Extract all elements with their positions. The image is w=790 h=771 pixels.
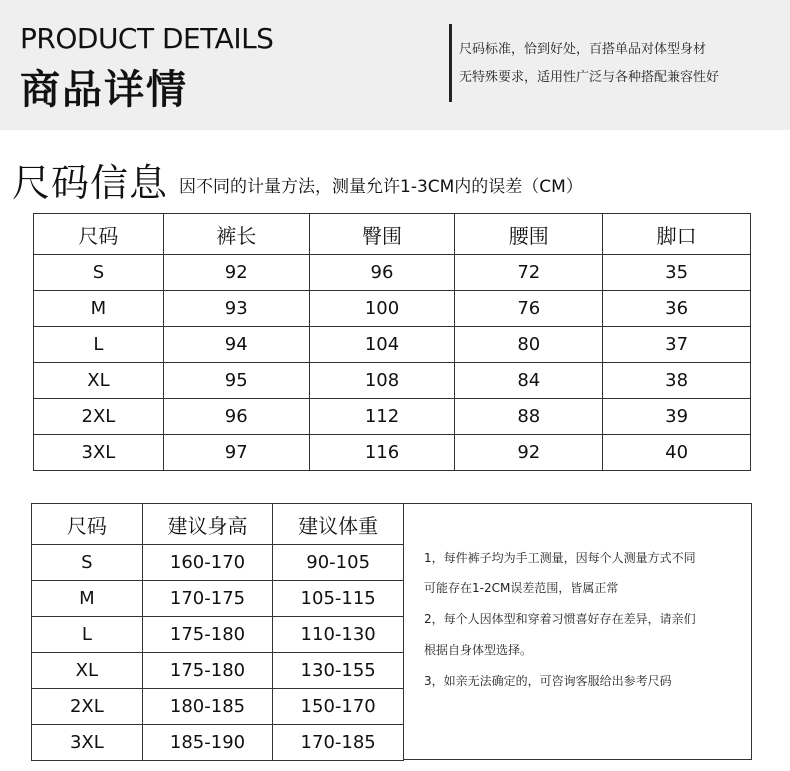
table-cell: M bbox=[32, 581, 143, 617]
fit-table bbox=[31, 503, 404, 761]
header-cell: 尺码 bbox=[32, 504, 143, 545]
size-table bbox=[33, 213, 751, 471]
header-desc-line-1: 尺码标准，恰到好处，百搭单品对体型身材 bbox=[459, 42, 707, 57]
table-cell: 104 bbox=[309, 327, 455, 363]
note-line: 可能存在1-2CM误差范围，皆属正常 bbox=[424, 581, 619, 595]
table-cell: 175-180 bbox=[142, 617, 273, 653]
table-row bbox=[34, 435, 751, 471]
table-cell: 92 bbox=[163, 255, 309, 291]
title-chinese: 商品详情 bbox=[20, 67, 188, 113]
header-cell: 裤长 bbox=[163, 214, 309, 255]
table-row bbox=[32, 689, 404, 725]
table-cell: L bbox=[32, 617, 143, 653]
table-row bbox=[34, 255, 751, 291]
table-cell: 80 bbox=[455, 327, 603, 363]
header-cell: 臀围 bbox=[309, 214, 455, 255]
table-cell: 39 bbox=[603, 399, 751, 435]
table-cell: 37 bbox=[603, 327, 751, 363]
header-desc-line-2: 无特殊要求，适用性广泛与各种搭配兼容性好 bbox=[459, 70, 720, 85]
table-cell: 76 bbox=[455, 291, 603, 327]
table-cell: 116 bbox=[309, 435, 455, 471]
table-cell: 110-130 bbox=[273, 617, 404, 653]
note-line: 根据自身体型选择。 bbox=[424, 643, 533, 657]
table-cell: 3XL bbox=[34, 435, 164, 471]
table-cell: 130-155 bbox=[273, 653, 404, 689]
table-cell: 88 bbox=[455, 399, 603, 435]
table-cell: 36 bbox=[603, 291, 751, 327]
table-row bbox=[34, 291, 751, 327]
table-cell: 90-105 bbox=[273, 545, 404, 581]
note-line: 3，如亲无法确定的，可咨询客服给出参考尺码 bbox=[424, 674, 672, 688]
table-cell: 96 bbox=[309, 255, 455, 291]
divider-bar bbox=[449, 24, 452, 102]
table-cell: 92 bbox=[455, 435, 603, 471]
header-cell: 尺码 bbox=[34, 214, 164, 255]
table-cell: 95 bbox=[163, 363, 309, 399]
table-cell: 35 bbox=[603, 255, 751, 291]
table-cell: 72 bbox=[455, 255, 603, 291]
table-cell: 175-180 bbox=[142, 653, 273, 689]
table-cell: 3XL bbox=[32, 725, 143, 761]
table-row bbox=[32, 617, 404, 653]
table-cell: S bbox=[32, 545, 143, 581]
header-banner bbox=[0, 0, 790, 130]
table-cell: 38 bbox=[603, 363, 751, 399]
table-row bbox=[32, 581, 404, 617]
table-cell: S bbox=[34, 255, 164, 291]
table-cell: 96 bbox=[163, 399, 309, 435]
table-row bbox=[32, 725, 404, 761]
header-cell: 脚口 bbox=[603, 214, 751, 255]
table-cell: 97 bbox=[163, 435, 309, 471]
table-cell: 93 bbox=[163, 291, 309, 327]
table-row bbox=[34, 399, 751, 435]
table-cell: 170-175 bbox=[142, 581, 273, 617]
size-table-header bbox=[34, 214, 751, 255]
fit-table-header bbox=[32, 504, 404, 545]
size-section-note: 因不同的计量方法，测量允许1-3CM内的误差（CM） bbox=[179, 177, 583, 197]
header-cell: 建议体重 bbox=[273, 504, 404, 545]
table-cell: M bbox=[34, 291, 164, 327]
table-cell: 84 bbox=[455, 363, 603, 399]
notes-panel bbox=[404, 503, 752, 760]
table-row bbox=[34, 327, 751, 363]
table-cell: 2XL bbox=[34, 399, 164, 435]
table-cell: 112 bbox=[309, 399, 455, 435]
header-cell: 腰围 bbox=[455, 214, 603, 255]
table-cell: 160-170 bbox=[142, 545, 273, 581]
table-cell: XL bbox=[34, 363, 164, 399]
table-cell: 94 bbox=[163, 327, 309, 363]
table-cell: 100 bbox=[309, 291, 455, 327]
table-cell: 105-115 bbox=[273, 581, 404, 617]
table-cell: 170-185 bbox=[273, 725, 404, 761]
table-cell: 2XL bbox=[32, 689, 143, 725]
table-row bbox=[32, 545, 404, 581]
table-row bbox=[34, 363, 751, 399]
note-line: 2，每个人因体型和穿着习惯喜好存在差异，请亲们 bbox=[424, 612, 696, 626]
table-cell: 185-190 bbox=[142, 725, 273, 761]
title-english: PRODUCT DETAILS bbox=[20, 22, 274, 55]
table-cell: 150-170 bbox=[273, 689, 404, 725]
table-cell: 180-185 bbox=[142, 689, 273, 725]
header-cell: 建议身高 bbox=[142, 504, 273, 545]
table-cell: L bbox=[34, 327, 164, 363]
size-section-title: 尺码信息 bbox=[12, 161, 169, 205]
table-cell: XL bbox=[32, 653, 143, 689]
table-row bbox=[32, 653, 404, 689]
note-line: 1，每件裤子均为手工测量，因每个人测量方式不同 bbox=[424, 551, 696, 565]
table-cell: 40 bbox=[603, 435, 751, 471]
table-cell: 108 bbox=[309, 363, 455, 399]
